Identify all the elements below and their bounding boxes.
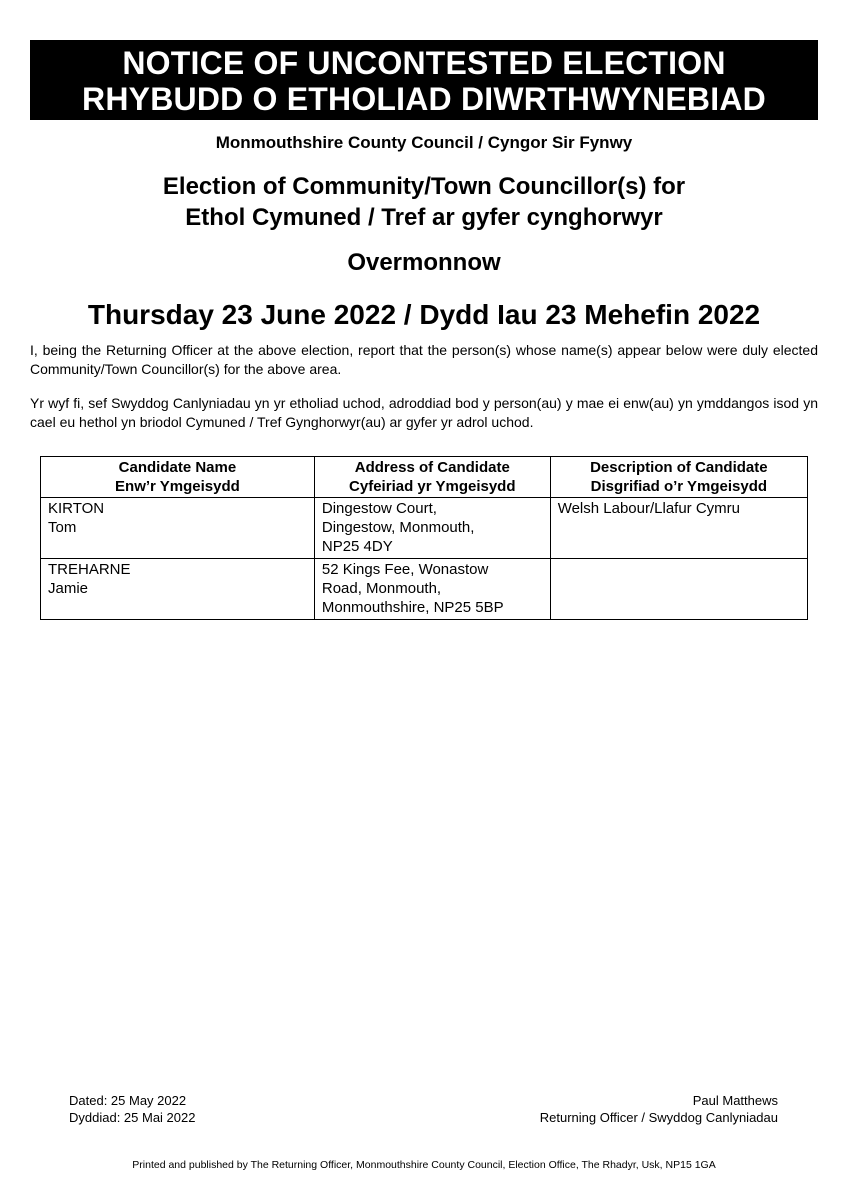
table-header-row — [41, 457, 808, 498]
table-row — [41, 498, 808, 559]
candidate-description-cell — [550, 559, 807, 620]
candidate-description-cell — [550, 498, 807, 559]
header-candidate-description — [550, 457, 807, 498]
header-label-english: Address of Candidate — [354, 459, 510, 476]
candidate-name-cell — [41, 559, 315, 620]
dated-english: Dated: 25 May 2022 — [69, 1093, 187, 1108]
electoral-area: Overmonnow — [347, 249, 501, 276]
address-line: Monmouthshire, NP25 5BP — [321, 599, 504, 616]
candidate-description: Welsh Labour/Llafur Cymru — [557, 500, 741, 517]
election-title — [0, 171, 848, 233]
candidate-surname: KIRTON — [48, 500, 105, 517]
address-line: Road, Monmouth, — [321, 580, 442, 597]
statement-welsh: Yr wyf fi, sef Swyddog Canlyniadau yn yr etholiad uchod, adroddiad bod y person(au) y mae ei enw(au) yn ymddangos isod yn cael eu hethol yn briodol Cymuned / Tref Gynghorwyr(au) ar gyfer yr adrol uchod. — [30, 395, 818, 430]
notice-title-english: NOTICE OF UNCONTESTED ELECTION — [122, 45, 726, 81]
address-line: Dingestow Court, — [321, 500, 437, 517]
returning-officer-block — [540, 1092, 778, 1126]
election-date: Thursday 23 June 2022 / Dydd Iau 23 Mehefin 2022 — [87, 299, 761, 330]
header-label-english: Candidate Name — [118, 459, 237, 476]
election-title-english: Election of Community/Town Councillor(s) for — [162, 173, 686, 200]
header-candidate-address — [314, 457, 550, 498]
address-line: 52 Kings Fee, Wonastow — [321, 561, 489, 578]
candidates-table — [40, 456, 808, 620]
table-row — [41, 559, 808, 620]
header-label-welsh: Enw’r Ymgeisydd — [115, 478, 240, 495]
notice-banner — [30, 40, 818, 120]
candidate-address-cell — [314, 498, 550, 559]
header-label-welsh: Cyfeiriad yr Ymgeisydd — [349, 478, 516, 495]
candidate-forename: Jamie — [48, 580, 89, 597]
header-label-welsh: Disgrifiad o’r Ymgeisydd — [590, 478, 768, 495]
address-line: Dingestow, Monmouth, — [321, 519, 475, 536]
candidate-forename: Tom — [48, 519, 77, 536]
address-line: NP25 4DY — [321, 538, 393, 555]
statement-english: I, being the Returning Officer at the above election, report that the person(s) whose name(s) appear below were duly elected Community/Town Councillor(s) for the above area. — [30, 342, 818, 377]
candidate-name-cell — [41, 498, 315, 559]
notice-title-welsh: RHYBUDD O ETHOLIAD DIWRTHWYNEBIAD — [82, 81, 766, 117]
officer-name: Paul Matthews — [692, 1093, 778, 1108]
candidate-address-cell — [314, 559, 550, 620]
candidate-surname: TREHARNE — [48, 561, 131, 578]
dated-block — [69, 1092, 195, 1126]
council-name: Monmouthshire County Council / Cyngor Sir Fynwy — [215, 133, 633, 152]
header-label-english: Description of Candidate — [590, 459, 768, 476]
imprint: Printed and published by The Returning Officer, Monmouthshire County Council, Election Office, The Rhadyr, Usk, NP15 1GA — [132, 1159, 716, 1171]
election-title-welsh: Ethol Cymuned / Tref ar gyfer cynghorwyr — [185, 204, 663, 231]
header-candidate-name — [41, 457, 315, 498]
officer-title: Returning Officer / Swyddog Canlyniadau — [539, 1110, 778, 1125]
dated-welsh: Dyddiad: 25 Mai 2022 — [69, 1110, 196, 1125]
